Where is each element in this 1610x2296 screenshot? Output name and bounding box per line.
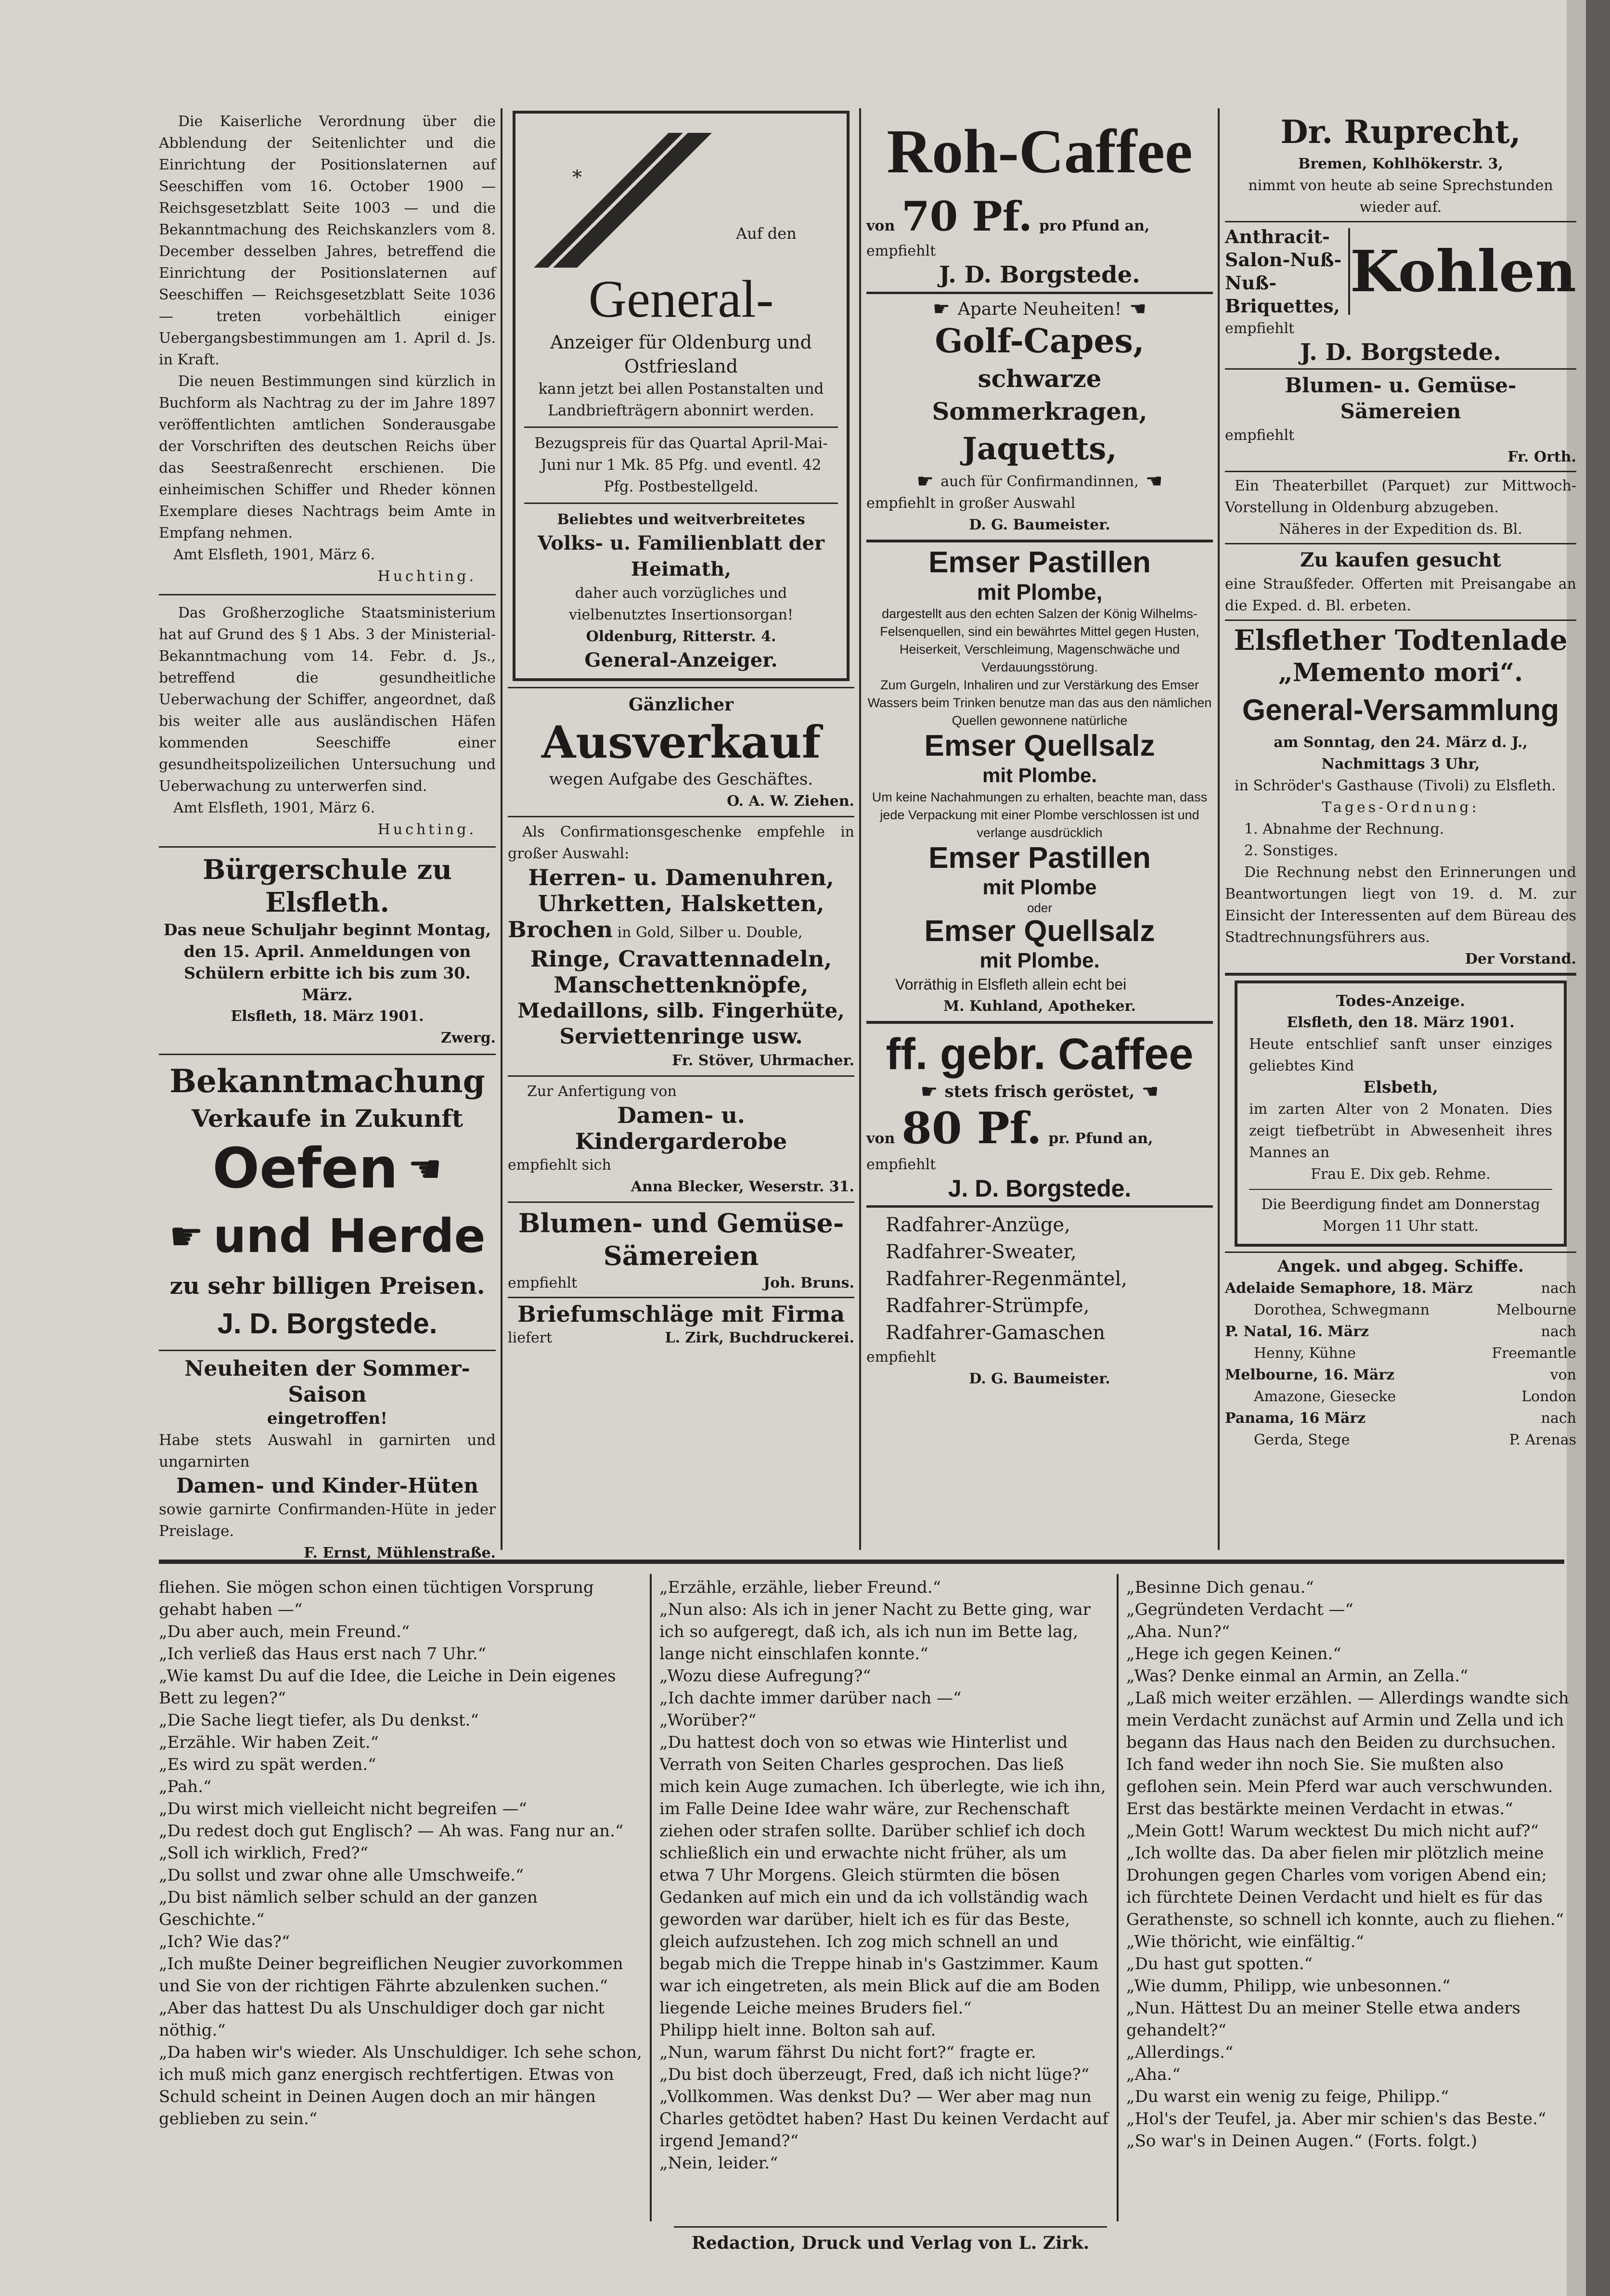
- ad-signature: D. G. Baumeister.: [969, 1370, 1110, 1387]
- ad-title: Bekanntmachung: [169, 1062, 485, 1100]
- imprint: Redaction, Druck und Verlag von L. Zirk.: [691, 2233, 1090, 2253]
- divider: [1225, 543, 1576, 544]
- ad-bold-line: Volks- u. Familienblatt der Heimath,: [538, 532, 824, 580]
- ad-subtitle: Anzeiger für Oldenburg und Ostfriesland: [550, 332, 812, 377]
- divider: [1348, 228, 1350, 315]
- story-paragraph: „Aha.“: [1126, 2065, 1181, 2084]
- divider: [524, 426, 838, 428]
- ad-briefumschlaege: [508, 1301, 854, 1349]
- list-item: [1225, 1277, 1576, 1299]
- ad-firm: J. D. Borgstede.: [948, 1175, 1132, 1202]
- list-item: [1225, 1321, 1576, 1342]
- pointing-hand-icon: ☚: [1145, 470, 1163, 492]
- ad-headline: General-Versammlung: [1242, 694, 1559, 727]
- ad-emser-pastillen: [866, 546, 1213, 1017]
- death-notice: [1235, 980, 1567, 1247]
- divider: [866, 292, 1213, 294]
- ad-sommer-saison: [159, 1356, 496, 1564]
- ad-saemereien: [508, 1207, 854, 1294]
- ad-text: pro Pfund an,: [1039, 218, 1150, 234]
- story-paragraph: „Ich dachte immer darüber nach —“: [659, 1689, 962, 1708]
- notice-place: Amt Elsfleth, 1901, März 6.: [173, 546, 375, 563]
- divider: [508, 1297, 854, 1298]
- story-paragraph: „Aber das hattest Du als Unschuldiger doch gar nicht nöthig.“: [159, 1999, 605, 2040]
- ad-text: sowie garnirte Confirmanden-Hüte in jeder Preislage.: [159, 1501, 496, 1540]
- ad-text: Beliebtes und weitverbreitetes: [557, 511, 805, 528]
- ad-confirmation-gifts: [508, 821, 854, 1071]
- story-paragraph: „Nun, warum fährst Du nicht fort?“ fragte er.: [659, 2043, 1036, 2062]
- ad-header-graphic: [524, 123, 838, 268]
- ship-destination: nach: [1541, 1410, 1576, 1427]
- notice-signature: Huchting.: [377, 568, 477, 585]
- ad-text: Ein Theaterbillet (Parquet) zur Mittwoch-Vorstellung in Oldenburg abzugeben.: [1225, 477, 1576, 516]
- ad-item: Briquettes,: [1225, 295, 1340, 317]
- divider: [1225, 221, 1576, 222]
- ad-item: Uhrketten, Halsketten,: [538, 890, 824, 916]
- story-paragraph: „Du bist doch überzeugt, Fred, daß ich nicht lüge?“: [659, 2065, 1090, 2084]
- ad-text: kann jetzt bei allen Postanstalten und Landbriefträgern abonnirt werden.: [538, 380, 824, 419]
- column-rule-1: [501, 108, 502, 1550]
- ad-title: Bürgerschule zu Elsfleth.: [203, 854, 452, 918]
- ad-signature: L. Zirk, Buchdruckerei.: [665, 1329, 854, 1346]
- ship-entry: Gerda, Stege: [1254, 1432, 1350, 1448]
- ad-agenda-item: 1. Abnahme der Rechnung.: [1244, 821, 1444, 838]
- ad-item: Ringe, Cravattennadeln,: [530, 946, 832, 972]
- ad-title: Elsflether Todtenlade: [1234, 624, 1568, 657]
- ad-signature: Zwerg.: [440, 1030, 496, 1046]
- notice-signature: Huchting.: [377, 821, 477, 838]
- divider: [1225, 1251, 1576, 1253]
- ad-star: *: [572, 167, 582, 189]
- ad-pretitle: Zur Anfertigung von: [527, 1083, 677, 1100]
- ad-coal-types: [1225, 225, 1348, 318]
- ad-item: Radfahrer-Regenmäntel,: [886, 1268, 1127, 1290]
- ad-headline-oefen: Oefen: [212, 1136, 398, 1201]
- list-title: Angek. und abgeg. Schiffe.: [1277, 1257, 1524, 1276]
- notice-paragraph: Die Kaiserliche Verordnung über die Abblendung der Seitenlichter und die Einrichtung der Positionslaternen auf Seeschiffen vom 16. October 1900 — Reichsgesetzblatt Seite 1003 — und die Bekanntmachung des Reichskanzlers vom 8. December desselben Jahres, betreffend die Einrichtung der Positionslaternen auf Seeschiffen — Reichsgesetzblatt Seite 1036 — treten vorbehältlich einiger Uebergangsbestimmungen am 1. April d. Js. in Kraft.: [159, 113, 496, 368]
- ad-title: Emser Quellsalz: [924, 729, 1155, 762]
- ad-price: Bezugspreis für das Quartal April-Mai-Juni nur 1 Mk. 85 Pfg. und eventl. 42 Pfg. Postbestellgeld.: [534, 435, 828, 495]
- column-1: [159, 111, 496, 1561]
- story-paragraph: „Ich? Wie das?“: [159, 1932, 290, 1951]
- divider: [508, 1075, 854, 1077]
- ad-gebr-caffee: [866, 1028, 1213, 1201]
- story-paragraph: „Du hattest doch von so etwas wie Hinterlist und Verrath von Seiten Charles gesprochen. Das ließ mich kein Auge zumachen. Ich überlegte, wie ich ihn, im Falle Deine Idee wahr wäre, zur Rechenschaft ziehen oder strafen sollte. Darüber schlief ich doch schließlich ein und erwachte nicht früher, als um etwa 7 Uhr Morgens. Gleich stürmten die bösen Gedanken auf mich ein und da ich vollständig wach geworden war darüber, hielt ich es für das Beste, gleich aufzustehen. Ich zog mich schnell an und begab mich die Treppe hinab in's Gastzimmer. Kaum war ich eingetreten, als mein Blick auf die am Boden liegende Leiche meines Bruders fiel.“: [659, 1733, 1106, 2018]
- ad-signature: Fr. Stöver, Uhrmacher.: [672, 1052, 854, 1069]
- story-paragraph: „Ich verließ das Haus erst nach 7 Uhr.“: [159, 1644, 487, 1664]
- notice-paragraph: Das Großherzogliche Staatsministerium hat auf Grund des § 1 Abs. 3 der Ministerial-Bekanntmachung vom 14. Febr. d. Js., betreffend die gesundheitliche Ueberwachung der Schiffer, angeordnet, daß bis weiter alle aus ausländischen Häfen kommenden Seeschiffe einer gesundheitspolizeilichen Untersuchung und Ueberwachung zu unterwerfen sind.: [159, 605, 496, 795]
- story-paragraph: „Ich wollte das. Da aber fielen mir plötzlich meine Drohungen gegen Charles vom vorigen Abend ein; ich fürchtete Deinen Verdacht und hielt es für das Gerathenste, so schnell ich konnte, auch zu fliehen.“: [1126, 1844, 1564, 1929]
- story-paragraph: „Pah.“: [159, 1777, 212, 1796]
- ad-signature: Fr. Orth.: [1507, 449, 1576, 465]
- ad-signature: F. Ernst, Mühlenstraße.: [304, 1545, 496, 1561]
- ad-text: daher auch vorzügliches und vielbenutztes Insertionsorgan!: [568, 585, 794, 623]
- notice-place: Amt Elsfleth, 1901, März 6.: [173, 800, 375, 816]
- ad-signature: M. Kuhland, Apotheker.: [943, 998, 1136, 1015]
- ad-signature: O. A. W. Ziehen.: [727, 793, 854, 810]
- list-item: [1225, 1407, 1576, 1429]
- ad-text: pr. Pfund an,: [1048, 1130, 1153, 1147]
- notice-paragraph: Die neuen Bestimmungen sind kürzlich in Buchform als Nachtrag zu der im Jahre 1897 veröffentlichten amtlichen Sonderausgabe der Vorschriften des deutschen Reichs über das Seestraßenrecht erschienen. Die einheimischen Schiffer und Rheder können Exemplare dieses Nachtrags beim Amte in Empfang nehmen.: [159, 373, 496, 542]
- divider: [1225, 619, 1576, 621]
- story-paragraph: „Du redest doch gut Englisch? — Ah was. Fang nur an.“: [159, 1821, 624, 1841]
- divider: [1249, 1189, 1552, 1190]
- story-paragraph: „Soll ich wirklich, Fred?“: [159, 1844, 369, 1863]
- ad-title: Kohlen: [1350, 238, 1576, 305]
- ad-text: empfiehlt: [1225, 320, 1295, 337]
- ad-text: Auf den: [736, 224, 797, 243]
- ad-title: ff. gebr. Caffee: [886, 1030, 1194, 1079]
- notice-signature: Frau E. Dix geb. Rehme.: [1311, 1166, 1491, 1183]
- ad-title: Dr. Ruprecht,: [1280, 113, 1521, 151]
- pointing-hand-icon: ☛: [169, 1213, 204, 1259]
- ad-text: empfiehlt sich: [508, 1157, 611, 1174]
- pointing-hand-icon: ☛: [920, 1081, 938, 1103]
- ad-firm: J. D. Borgstede.: [217, 1307, 438, 1340]
- story-paragraph: „Nun also: Als ich in jener Nacht zu Bette ging, war ich so aufgeregt, daß ich, als ich nun im Bette lag, lange nicht einschlafen konnte.“: [659, 1600, 1091, 1664]
- notice-title: Todes-Anzeige.: [1336, 992, 1466, 1010]
- divider: [1225, 973, 1576, 976]
- ad-text: Die Rechnung nebst den Erinnerungen und Beantwortungen liegt von 19. d. M. zur Einsicht der Interessenten auf dem Büreau des Stadtrechnungsführers aus.: [1225, 864, 1576, 946]
- ad-title: General-: [588, 270, 774, 328]
- ship-entry: Melbourne, 16. März: [1225, 1367, 1395, 1383]
- ad-text: Zum Gurgeln, Inhaliren und zur Verstärkung des Emser Wassers beim Trinken benutze man das aus den nämlichen Quellen gewonnene natürliche: [867, 678, 1212, 728]
- ad-firm: J. D. Borgstede.: [939, 261, 1140, 288]
- ad-text: empfiehlt: [508, 1275, 578, 1291]
- column-4: [1225, 111, 1576, 1550]
- ad-firm: J. D. Borgstede.: [1300, 339, 1501, 366]
- story-paragraph: „Erzähle, erzähle, lieber Freund.“: [659, 1578, 941, 1597]
- notice-text: im zarten Alter von 2 Monaten. Dies zeigt tiefbetrübt in Abwesenheit ihres Mannes an: [1249, 1101, 1552, 1161]
- story-column-2: [659, 1576, 1109, 2221]
- ship-entry: Amazone, Giesecke: [1254, 1388, 1396, 1405]
- list-item: [1225, 1429, 1576, 1451]
- list-item: [1225, 1342, 1576, 1364]
- story-paragraph: „Aha. Nun?“: [1126, 1622, 1230, 1641]
- ad-ausverkauf: [508, 694, 854, 812]
- ad-title: Damen- u. Kindergarderobe: [575, 1102, 787, 1154]
- story-paragraph: „Es wird zu spät werden.“: [159, 1755, 376, 1774]
- pointing-hand-icon: ☚: [1129, 298, 1147, 320]
- ad-text: wegen Aufgabe des Geschäftes.: [549, 770, 813, 789]
- story-paragraph: „Die Sache liegt tiefer, als Du denkst.“: [159, 1711, 479, 1730]
- ad-text: Vorräthig in Elsfleth allein echt bei: [895, 976, 1127, 993]
- ad-subtitle: schwarze Sommerkragen,: [932, 364, 1147, 426]
- ad-item: Radfahrer-Gamaschen: [886, 1322, 1106, 1344]
- divider: [159, 1350, 496, 1351]
- story-paragraph: Philipp hielt inne. Bolton sah auf.: [659, 2021, 936, 2040]
- story-paragraph: „Du bist nämlich selber schuld an der ganzen Geschichte.“: [159, 1888, 538, 1929]
- ad-title: Ausverkauf: [541, 716, 821, 768]
- notice-health-inspection: [159, 602, 496, 840]
- ad-text: auch für Confirmandinnen,: [940, 473, 1139, 490]
- ad-text: empfiehlt: [866, 243, 936, 259]
- divider: [866, 540, 1213, 542]
- divider: [159, 846, 496, 848]
- story-paragraph: „Du warst ein wenig zu feige, Philipp.“: [1126, 2087, 1449, 2106]
- ad-bekanntmachung: [159, 1060, 496, 1345]
- ad-title: Golf-Capes,: [935, 322, 1145, 361]
- notice-date: Elsfleth, den 18. März 1901.: [1287, 1014, 1515, 1031]
- shipping-list: [1225, 1256, 1576, 1451]
- ship-entry: Dorothea, Schwegmann: [1254, 1302, 1430, 1318]
- ad-general-anzeiger: [513, 111, 850, 681]
- column-3: [866, 111, 1213, 1550]
- divider: [866, 1205, 1213, 1208]
- ad-text: stets frisch geröstet,: [944, 1082, 1135, 1101]
- divider: [1225, 471, 1576, 472]
- divider: [1225, 368, 1576, 370]
- binding-edge: [1586, 0, 1610, 2296]
- ad-pretitle: Gänzlicher: [628, 695, 734, 715]
- ad-address: Oldenburg, Ritterstr. 4.: [586, 628, 776, 645]
- ship-destination: London: [1521, 1388, 1576, 1405]
- story-paragraph: „Da haben wir's wieder. Als Unschuldiger. Ich sehe schon, ich muß mich ganz energisch rechtfertigen. Etwas von Schuld scheint in Deinen Augen doch an mir hängen geblieben zu sein.“: [159, 2043, 642, 2128]
- ad-subtitle: mit Plombe.: [979, 949, 1100, 972]
- ad-title: Blumen- u. Gemüse-Sämereien: [1285, 374, 1517, 423]
- story-paragraph: „Mein Gott! Warum wecktest Du mich nicht auf?“: [1126, 1821, 1539, 1841]
- ad-item: Brochen: [508, 916, 613, 942]
- ad-intro: Als Confirmationsgeschenke empfehle in großer Auswahl:: [508, 824, 854, 862]
- ad-theaterbillet: [1225, 475, 1576, 540]
- ad-todtenlade: [1225, 624, 1576, 970]
- ad-subtitle: eingetroffen!: [267, 1409, 388, 1428]
- ship-entry: P. Natal, 16. März: [1225, 1323, 1369, 1340]
- story-paragraph: „Wie thöricht, wie einfältig.“: [1126, 1932, 1364, 1951]
- ad-bold-line: Damen- und Kinder-Hüten: [176, 1474, 478, 1497]
- ad-text: oder: [1027, 901, 1053, 915]
- story-paragraph: „Du sollst und zwar ohne alle Umschweife.“: [159, 1866, 524, 1885]
- divider: [508, 1201, 854, 1203]
- ad-title: Emser Pastillen: [928, 546, 1151, 579]
- ad-signature: D. G. Baumeister.: [969, 516, 1110, 533]
- ad-text: empfiehlt in großer Auswahl: [866, 495, 1076, 512]
- story-paragraph: „So war's in Deinen Augen.“ (Forts. folgt.): [1126, 2131, 1478, 2151]
- ad-item-detail: in Gold, Silber u. Double,: [617, 924, 803, 941]
- ad-text: zu sehr billigen Preisen.: [169, 1273, 485, 1300]
- ad-text: Habe stets Auswahl in garnirten und ungarnirten: [159, 1432, 496, 1470]
- ship-destination: Freemantle: [1492, 1345, 1576, 1362]
- story-paragraph: „Erzähle. Wir haben Zeit.“: [159, 1733, 379, 1752]
- ad-signature: Joh. Bruns.: [763, 1275, 854, 1291]
- ad-pretitle: Aparte Neuheiten!: [957, 299, 1122, 319]
- list-item: [1225, 1386, 1576, 1407]
- ad-saemereien-orth: [1225, 373, 1576, 468]
- ship-destination: nach: [1541, 1323, 1576, 1340]
- story-paragraph: „Du aber auch, mein Freund.“: [159, 1622, 410, 1641]
- ship-entry: Panama, 16 März: [1225, 1410, 1366, 1427]
- ad-title: Briefumschläge mit Firma: [517, 1301, 845, 1327]
- notice-text: Heute entschlief sanft unser einziges geliebtes Kind: [1249, 1036, 1552, 1074]
- ad-item: Radfahrer-Sweater,: [886, 1241, 1077, 1263]
- ad-item: Medaillons, silb. Fingerhüte,: [517, 999, 845, 1022]
- ad-item: Serviettenringe usw.: [559, 1024, 803, 1049]
- list-item: [1225, 1299, 1576, 1321]
- story-rule-2: [1117, 1574, 1119, 2221]
- divider: [866, 1021, 1213, 1024]
- ad-title: Emser Quellsalz: [924, 915, 1155, 948]
- notice-name: Elsbeth,: [1363, 1078, 1438, 1097]
- ad-address: Bremen, Kohlhökerstr. 3,: [1298, 155, 1503, 172]
- story-paragraph: „Wie dumm, Philipp, wie unbesonnen.“: [1126, 1976, 1451, 1996]
- ad-subtitle: mit Plombe,: [977, 580, 1103, 605]
- story-column-3: [1126, 1576, 1576, 2221]
- column-rule-3: [1218, 108, 1220, 1550]
- ad-text: liefert: [508, 1329, 553, 1346]
- ad-dr-ruprecht: [1225, 111, 1576, 218]
- pointing-hand-icon: ☚: [407, 1146, 442, 1191]
- ad-item: Herren- u. Damenuhren,: [528, 864, 834, 890]
- story-paragraph: „Was? Denke einmal an Armin, an Zella.“: [1126, 1666, 1468, 1686]
- ad-subtitle: „Memento mori“.: [1278, 658, 1523, 687]
- ship-destination: von: [1550, 1367, 1576, 1383]
- ship-destination: nach: [1541, 1280, 1576, 1297]
- ad-subtitle: mit Plombe.: [982, 764, 1097, 787]
- ad-text: dargestellt aus den echten Salzen der König Wilhelms-Felsenquellen, sind ein bewährtes Mittel gegen Husten, Heiserkeit, Verschleimung, Magenschwäche und Verdauungsstörung.: [880, 606, 1199, 674]
- pointing-hand-icon: ☛: [916, 470, 934, 492]
- story-paragraph: „Hol's der Teufel, ja. Aber mir schien's das Beste.“: [1126, 2109, 1546, 2128]
- footer-rule: [674, 2226, 1107, 2228]
- ad-item: Manschettenknöpfe,: [554, 972, 809, 998]
- ad-item: Salon-Nuß-: [1225, 249, 1342, 271]
- ad-garderobe: [508, 1081, 854, 1198]
- ad-price: 70 Pf.: [902, 193, 1032, 240]
- ad-title: Emser Pastillen: [928, 841, 1151, 875]
- divider: [508, 816, 854, 817]
- ad-title-2: Jaquetts,: [962, 431, 1117, 467]
- ship-entry: Adelaide Semaphore, 18. März: [1225, 1280, 1473, 1297]
- story-paragraph: „Laß mich weiter erzählen. — Allerdings wandte sich mein Verdacht zunächst auf Armin und Zella und ich begann das Haus nach den Beiden zu durchsuchen. Ich fand weder ihn noch Sie. Sie mußten also geflohen sein. Mein Pferd war auch verschwunden. Erst das bestärkte meinen Verdacht in etwas.“: [1126, 1689, 1569, 1819]
- ad-text: empfiehlt: [866, 1349, 936, 1366]
- diagonal-bars-graphic: [524, 123, 832, 268]
- story-paragraph: fliehen. Sie mögen schon einen tüchtigen Vorsprung gehabt haben —“: [159, 1578, 594, 1619]
- ship-destination: Melbourne: [1496, 1302, 1576, 1318]
- ad-firm: General-Anzeiger.: [584, 649, 778, 671]
- ad-text: in Schröder's Gasthause (Tivoli) zu Elsfleth.: [1235, 777, 1556, 794]
- story-paragraph: „Nun. Hättest Du an meiner Stelle etwa anders gehandelt?“: [1126, 1999, 1520, 2040]
- ad-zu-kaufen: [1225, 547, 1576, 617]
- story-paragraph: „Besinne Dich genau.“: [1126, 1578, 1314, 1597]
- ad-item: Radfahrer-Strümpfe,: [886, 1295, 1090, 1317]
- story-paragraph: „Wie kamst Du auf die Idee, die Leiche in Dein eigenes Bett zu legen?“: [159, 1666, 616, 1708]
- divider: [508, 687, 854, 688]
- ad-text: von: [866, 1130, 895, 1147]
- ad-text: empfiehlt: [866, 1156, 936, 1173]
- ad-radfahrer: [866, 1212, 1213, 1346]
- ad-title: Blumen- und Gemüse-Sämereien: [518, 1208, 844, 1271]
- story-paragraph: „Gegründeten Verdacht —“: [1126, 1600, 1353, 1619]
- pointing-hand-icon: ☛: [932, 298, 950, 320]
- ad-headline-herde: und Herde: [213, 1209, 486, 1263]
- ad-buergerschule: [159, 853, 496, 1049]
- story-rule-1: [650, 1574, 652, 2221]
- ad-subtitle: Verkaufe in Zukunft: [191, 1104, 464, 1133]
- ad-golf-capes: [866, 298, 1213, 536]
- divider: [159, 594, 496, 595]
- notice-position-lights: [159, 111, 496, 587]
- divider: [524, 503, 838, 504]
- notice-text: Die Beerdigung findet am Donnerstag Morgen 11 Uhr statt.: [1261, 1196, 1540, 1235]
- story-paragraph: „Allerdings.“: [1126, 2043, 1234, 2062]
- divider: [159, 1054, 496, 1055]
- ad-agenda-title: Tages-Ordnung:: [1322, 799, 1480, 816]
- ad-agenda-item: 2. Sonstiges.: [1244, 842, 1339, 859]
- ad-text: empfiehlt: [1225, 427, 1295, 444]
- ad-text: Um keine Nachahmungen zu erhalten, beachte man, dass jede Verpackung mit einer Plombe verschlossen ist und verlange ausdrücklich: [872, 790, 1208, 840]
- ad-title: Neuheiten der Sommer-Saison: [184, 1356, 470, 1407]
- story-paragraph: „Vollkommen. Was denkst Du? — Wer aber mag nun Charles getödtet haben? Hast Du keinen Verdacht auf irgend Jemand?“: [659, 2087, 1108, 2151]
- ad-text: Näheres in der Expedition ds. Bl.: [1279, 521, 1522, 538]
- story-paragraph: „Ich mußte Deiner begreiflichen Neugier zuvorkommen und Sie von der richtigen Fährte abzulenken suchen.“: [159, 1954, 623, 1996]
- ad-place: Elsfleth, 18. März 1901.: [231, 1008, 424, 1025]
- ad-signature: Der Vorstand.: [1465, 951, 1576, 967]
- ad-item: Anthracit-: [1225, 226, 1330, 247]
- story-paragraph: „Wozu diese Aufregung?“: [659, 1666, 871, 1686]
- story-column-1: [159, 1576, 643, 2221]
- story-paragraph: „Worüber?“: [659, 1711, 757, 1730]
- pointing-hand-icon: ☚: [1141, 1081, 1159, 1103]
- ad-date: am Sonntag, den 24. März d. J., Nachmittags 3 Uhr,: [1274, 734, 1528, 773]
- ad-subtitle: mit Plombe: [982, 876, 1097, 899]
- column-2: [508, 111, 854, 1550]
- story-paragraph: „Du hast gut spotten.“: [1126, 1954, 1313, 1974]
- ship-destination: P. Arenas: [1509, 1432, 1576, 1448]
- ad-price: 80 Pf.: [902, 1103, 1042, 1154]
- ad-item: Nuß-: [1225, 272, 1277, 294]
- story-paragraph: „Hege ich gegen Keinen.“: [1126, 1644, 1341, 1664]
- ad-roh-caffee: [866, 111, 1213, 288]
- list-item: [1225, 1364, 1576, 1386]
- ad-text: nimmt von heute ab seine Sprechstunden wieder auf.: [1248, 177, 1553, 216]
- ad-text: von: [866, 218, 895, 234]
- story-paragraph: „Du wirst mich vielleicht nicht begreifen —“: [159, 1799, 527, 1819]
- story-paragraph: „Nein, leider.“: [659, 2154, 778, 2173]
- ad-title: Zu kaufen gesucht: [1300, 549, 1501, 571]
- ad-item: Radfahrer-Anzüge,: [886, 1214, 1070, 1236]
- ad-title: Roh-Caffee: [887, 117, 1193, 186]
- ship-entry: Henny, Kühne: [1254, 1345, 1356, 1362]
- ad-text: eine Straußfeder. Offerten mit Preisangabe an die Exped. d. Bl. erbeten.: [1225, 576, 1576, 614]
- column-rule-2: [859, 108, 861, 1550]
- ad-signature: Anna Blecker, Weserstr. 31.: [631, 1178, 854, 1195]
- ad-kohlen: [1225, 225, 1576, 365]
- ad-text: Das neue Schuljahr beginnt Montag, den 15. April. Anmeldungen von Schülern erbitte ich bis zum 30. März.: [163, 920, 491, 1004]
